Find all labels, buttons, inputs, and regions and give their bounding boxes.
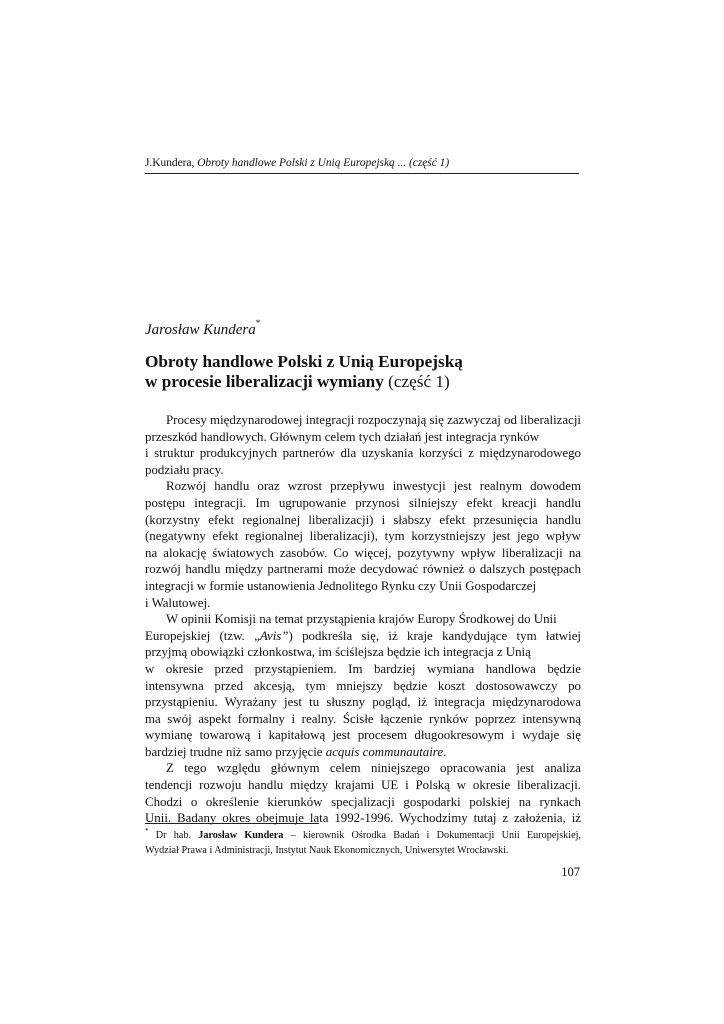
text-fragment: bardziej trudne niż samo przyjęcie	[145, 744, 326, 759]
article-title	[145, 352, 585, 392]
text-line: w okresie przed przystąpieniem. Im bardziej wymiana handlowa będzie	[145, 661, 581, 676]
page-number: 107	[561, 865, 580, 879]
acquis-term: acquis communautaire	[325, 744, 444, 759]
text-line: integracji w formie ustanowienia Jednolitego Rynku czy Unii Gospodarczej	[145, 578, 537, 593]
article-author	[145, 318, 261, 339]
running-header	[145, 156, 579, 174]
text-line	[145, 744, 581, 761]
footnote-line-2: Wydział Prawa i Administracji, Instytut Nauk Ekonomicznych, Uniwersytet Wrocławski.	[145, 845, 509, 856]
title-line-2: w procesie liberalizacji wymiany	[145, 372, 384, 391]
paragraph-2	[145, 478, 581, 611]
header-author: J.Kundera,	[145, 157, 198, 169]
paragraph-1	[145, 412, 581, 478]
paragraph-3	[145, 611, 581, 760]
text-line: Z tego względu głównym celem niniejszego opracowania jest analiza	[166, 761, 581, 776]
footnote-text: – kierownik Ośrodka Badań i Dokumentacji Unii Europejskiej,	[283, 830, 581, 841]
text-line: wymianę towarową i kapitałową jest procesem długookresowym i wydaje się	[145, 728, 581, 743]
footnote-line-1	[145, 828, 581, 843]
text-line: W opinii Komisji na temat przystąpienia krajów Europy Środkowej do Unii	[166, 612, 557, 627]
title-line-1: Obroty handlowe Polski z Unią Europejską	[145, 352, 463, 371]
title-part-label: (część 1)	[383, 372, 450, 391]
text-line: Rozwój handlu oraz wzrost przepływu inwestycji jest realnym dowodem	[166, 479, 581, 494]
footnote-mark: *	[145, 827, 149, 835]
footnote-author-name: Jarosław Kundera	[198, 830, 284, 841]
text-line: i Walutowej.	[145, 595, 211, 610]
author-footnote-mark: *	[255, 318, 261, 328]
text-line	[145, 628, 581, 645]
text-line: intensywna przed akcesją, tym mniejszy będzie koszt dostosowawczy po	[145, 678, 581, 693]
text-line: przeszkód handlowych. Głównym celem tych działań jest integracja rynków	[145, 429, 540, 444]
text-line: na alokację światowych zasobów. Co więcej, pozytywny wpływ liberalizacji na	[145, 545, 581, 560]
header-title: Obroty handlowe Polski z Unią Europejską ... (część 1)	[197, 157, 450, 169]
author-name: Jarosław Kundera	[145, 322, 256, 338]
text-line: przyjmą obowiązki członkostwa, im ściślejsza będzie ich integracja z Unią	[145, 645, 531, 660]
text-line: (korzystny efekt regionalnej liberalizacji) i słabszy efekt przesunięcia handlu	[145, 512, 581, 527]
text-line: Procesy międzynarodowej integracji rozpoczynają się zazwyczaj od liberalizacji	[166, 413, 581, 427]
footnote-divider	[145, 823, 319, 824]
text-line: (negatywny efekt regionalnej liberalizacji), tym korzystniejszy jest jego wpływ	[145, 529, 581, 544]
text-line: Unii. Badany okres obejmuje lata 1992-1996. Wychodzimy tutaj z założenia, iż	[145, 811, 581, 826]
text-line: tendencji rozwoju handlu między krajami UE i Polską w okresie liberalizacji.	[145, 778, 581, 793]
footnote	[145, 828, 581, 858]
text-line: przystąpieniu. Wyrażany jest tu słuszny pogląd, iż integracja międzynarodowa	[145, 695, 581, 710]
paragraph-4	[145, 760, 581, 826]
text-line: i struktur produkcyjnych partnerów dla uzyskania korzyści z międzynarodowego	[145, 446, 581, 461]
text-line: podziału pracy.	[145, 462, 224, 477]
text-line: Chodzi o określenie kierunków specjalizacji gospodarki polskiej na rynkach	[145, 794, 581, 809]
text-fragment: ) podkreśla się, iż kraje kandydujące tym łatwiej	[288, 628, 581, 643]
article-body	[145, 412, 581, 827]
text-line: ma swój aspekt formalny i realny. Ścisłe łączenie rynków poprzez intensywną	[145, 711, 581, 726]
text-line: rozwój handlu między partnerami może decydować również o dalszych postępach	[145, 562, 581, 577]
text-fragment: Europejskiej (tzw. „	[145, 628, 260, 643]
text-line: postępu integracji. Im ugrupowanie przynosi silniejszy efekt kreacji handlu	[145, 495, 581, 510]
avis-term: Avis”	[259, 628, 289, 643]
text-fragment: .	[443, 744, 447, 759]
footnote-prefix: Dr hab.	[148, 830, 199, 841]
